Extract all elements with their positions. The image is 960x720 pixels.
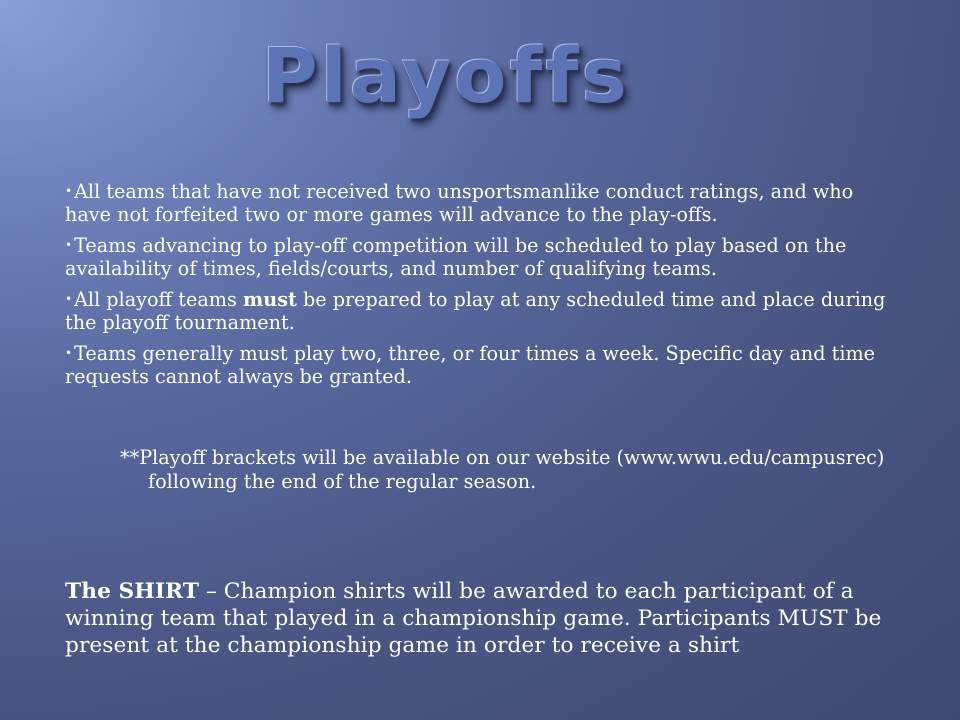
bullet-text: Teams generally must play two, three, or four times a week. Specific day and time requests cannot always be granted. (65, 342, 876, 388)
slide-title: Playoffs (262, 31, 630, 120)
bullet-marker: • (65, 346, 73, 360)
bullet-text: All teams that have not received two unsportsmanlike conduct ratings, and who have not forfeited two or more games will advance to the play-offs. (65, 180, 854, 226)
shirt-label: The SHIRT (65, 578, 200, 604)
bullet-item (65, 180, 895, 226)
shirt-paragraph (65, 578, 915, 659)
bullet-item (65, 234, 895, 280)
bullet-text-before: All playoff teams (74, 288, 243, 311)
bullet-item (65, 342, 895, 388)
shirt-text: – Champion shirts will be awarded to each participant of a winning team that played in a championship game. Participants MUST be present at the championship game in order to receive a shirt (65, 578, 882, 658)
bracket-note-text: **Playoff brackets will be available on our website (www.wwu.edu/campusrec) following the end of the regular season. (120, 446, 885, 493)
bracket-note (120, 446, 900, 494)
bullet-list (65, 180, 895, 396)
bullet-text: Teams advancing to play-off competition will be scheduled to play based on the availability of times, fields/courts, and number of qualifying teams. (65, 234, 847, 280)
bullet-item (65, 288, 895, 334)
bullet-marker: • (65, 292, 73, 306)
bullet-marker: • (65, 184, 73, 198)
bullet-text-after: be prepared to play at any scheduled time and place during the playoff tournament. (65, 288, 886, 334)
bullet-marker: • (65, 238, 73, 252)
bullet-emphasis: must (242, 288, 297, 311)
